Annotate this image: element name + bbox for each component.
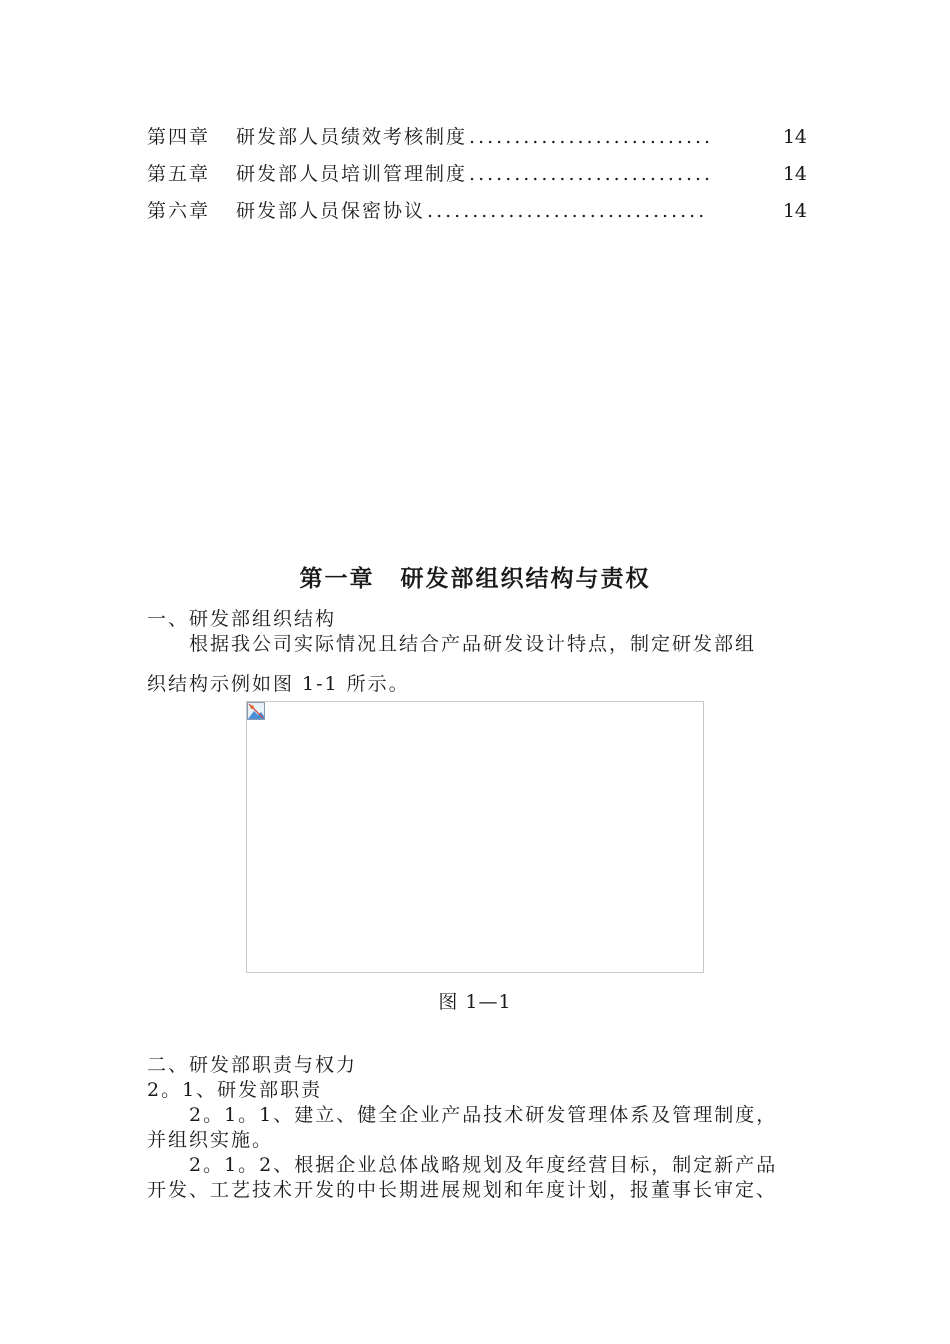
section-heading: 二、研发部职责与权力 — [147, 1054, 358, 1076]
toc-page-number: 14 — [782, 163, 807, 185]
paragraph-line: 2。1。2、根据企业总体战略规划及年度经营目标，制定新产品 — [189, 1154, 778, 1176]
figure-image-placeholder — [246, 701, 704, 973]
toc-page-number: 14 — [782, 126, 807, 148]
paragraph-line: 根据我公司实际情况且结合产品研发设计特点，制定研发部组 — [189, 633, 757, 655]
toc-page-number: 14 — [782, 200, 807, 222]
chapter-title — [0, 560, 950, 593]
broken-image-icon — [247, 702, 265, 720]
toc-chapter-number: 第四章 — [147, 126, 211, 148]
toc-chapter-number: 第六章 — [147, 200, 211, 222]
figure-caption: 图 1—1 — [438, 991, 512, 1013]
toc-dot-leader: ........................... — [469, 126, 714, 148]
toc-chapter-title: 研发部人员绩效考核制度 — [236, 126, 468, 148]
paragraph-line: 开发、工艺技术开发的中长期进展规划和年度计划，报董事长审定、 — [147, 1179, 778, 1201]
paragraph-line: 并组织实施。 — [147, 1129, 274, 1151]
toc-entry-chapter-6[interactable] — [147, 196, 807, 233]
toc-dot-leader: ............................... — [427, 200, 708, 222]
toc-entry-chapter-4[interactable] — [147, 122, 807, 159]
section-heading: 一、研发部组织结构 — [147, 608, 337, 630]
toc-dot-leader: ........................... — [469, 163, 714, 185]
toc-chapter-number: 第五章 — [147, 163, 211, 185]
chapter-number: 第一章 — [299, 566, 375, 592]
chapter-title-text: 研发部组织结构与责权 — [400, 566, 651, 592]
paragraph-line: 织结构示例如图 1-1 所示。 — [147, 673, 410, 695]
sub-heading: 2。1、研发部职责 — [147, 1079, 323, 1101]
toc-entry-chapter-5[interactable] — [147, 159, 807, 196]
paragraph-line: 2。1。1、建立、健全企业产品技术研发管理体系及管理制度， — [189, 1104, 778, 1126]
toc-chapter-title: 研发部人员培训管理制度 — [236, 163, 468, 185]
table-of-contents — [147, 122, 807, 233]
toc-chapter-title: 研发部人员保密协议 — [236, 200, 426, 222]
